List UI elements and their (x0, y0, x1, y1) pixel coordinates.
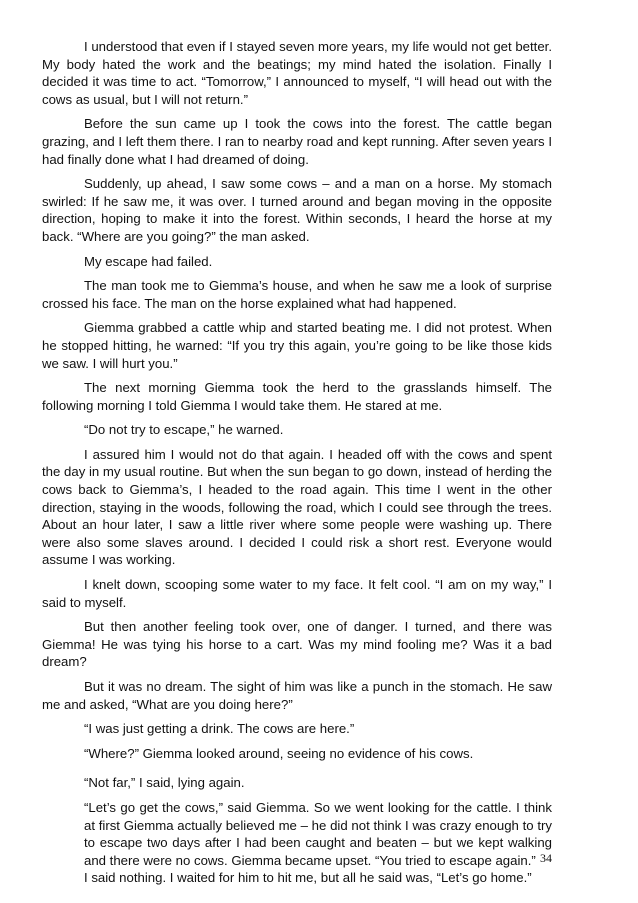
paragraph: I knelt down, scooping some water to my face. It felt cool. “I am on my way,” I said to myself. (42, 577, 552, 610)
paragraph: “Let’s go get the cows,” said Giemma. So we went looking for the cattle. I think at first Giemma actually believed me – he did not think I was crazy enough to try to escape two days after I had been caught and beaten – but we kept walking and there were no cows. Giemma became upset. “You tried to escape again.” (84, 799, 552, 868)
paragraph: I assured him I would not do that again. I headed off with the cows and spent the day in my usual routine. But when the sun began to go down, instead of herding the cows back to Giemma’s, I headed to the road again. This time I went in the other direction, staying in the woods, following the road, which I could see through the trees. About an hour later, I saw a little river where some people were washing up. There were also some slaves around. I decided I could risk a short rest. Everyone would assume I was working. (42, 446, 552, 568)
paragraph: The next morning Giemma took the herd to the grasslands himself. The following morning I told Giemma I would take them. He stared at me. (42, 380, 552, 413)
paragraph: “Do not try to escape,” he warned. (84, 422, 284, 438)
paragraph: Suddenly, up ahead, I saw some cows – and a man on a horse. My stomach swirled: If he saw me, it was over. I turned around and began moving in the opposite direction, hoping to make it into the forest. Within seconds, I heard the horse at my back. “Where are you going?” the man asked. (42, 176, 552, 244)
page-number: 34 (540, 851, 552, 865)
paragraph: My escape had failed. (84, 253, 213, 269)
paragraph: “Where?” Giemma looked around, seeing no evidence of his cows. (84, 745, 474, 761)
paragraph: “I was just getting a drink. The cows are here.” (84, 721, 355, 737)
paragraph: I said nothing. I waited for him to hit me, but all he said was, “Let’s go home.” (84, 870, 532, 886)
paragraph: “Not far,” I said, lying again. (84, 775, 245, 791)
paragraph: But it was no dream. The sight of him was like a punch in the stomach. He saw me and asked, “What are you doing here?” (42, 679, 552, 712)
paragraph: I understood that even if I stayed seven more years, my life would not get better. My body hated the work and the beatings; my mind hated the isolation. Finally I decided it was time to act. “Tomorrow,” I announced to myself, “I will head out with the cows as usual, but I will not return.” (42, 39, 552, 107)
paragraph: Giemma grabbed a cattle whip and started beating me. I did not protest. When he stopped hitting, he warned: “If you try this again, you’re going to be like those kids we saw. I will hurt you.” (42, 320, 552, 371)
paragraph: But then another feeling took over, one of danger. I turned, and there was Giemma! He was tying his horse to a cart. Was my mind fooling me? Was it a bad dream? (42, 619, 552, 670)
paragraph: Before the sun came up I took the cows into the forest. The cattle began grazing, and I left them there. I ran to nearby road and kept running. After seven years I had finally done what I had dreamed of doing. (42, 116, 552, 167)
paragraph: The man took me to Giemma’s house, and when he saw me a look of surprise crossed his face. The man on the horse explained what had happened. (42, 278, 552, 311)
